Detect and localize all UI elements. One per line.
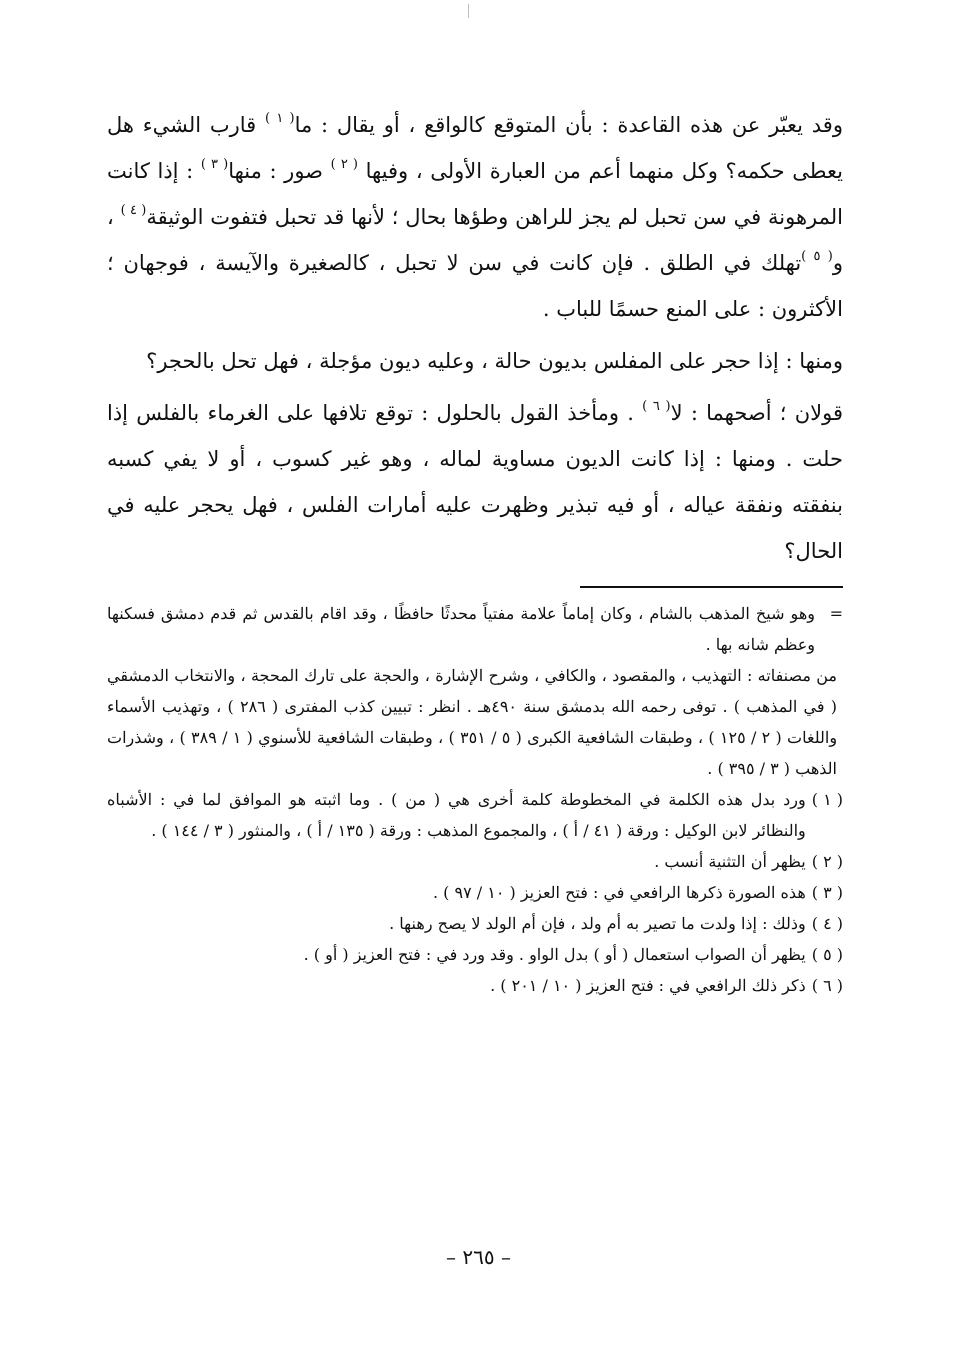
footnote-reference: ( ٤ ) — [120, 203, 147, 218]
footnotes — [107, 598, 843, 1001]
footnote — [107, 846, 843, 877]
footnote-reference: ( ٥ ) — [801, 249, 833, 264]
footnote-number: ( ٣ ) — [811, 883, 843, 902]
paragraph-text: ومنها : إذا حجر على المفلس بديون حالة ، وعليه ديون مؤجلة ، فهل تحل بالحجر؟ — [146, 349, 843, 373]
footnote-number: ( ٤ ) — [811, 914, 843, 933]
footnote-number: ( ٢ ) — [811, 852, 843, 871]
footnote-reference: ( ٢ ) — [330, 157, 358, 172]
paragraph — [107, 390, 843, 574]
footnote-text: من مصنفاته : التهذيب ، والمقصود ، والكافي ، وشرح الإشارة ، والحجة على تارك المحجة ، والانتخاب الدمشقي ( في المذهب ) . توفى رحمه الله بدمشق سنة ٤٩٠هـ . انظر : تبيين كذب المفترى ( ٢٨٦ ) ، وتهذيب الأسماء واللغات ( ٢ / ١٢٥ ) ، وطبقات الشافعية الكبرى ( ٥ / ٣٥١ ) ، وطبقات الشافعية للأسنوي ( ١ / ٣٨٩ ) ، وشذرات الذهب ( ٣ / ٣٩٥ ) . — [107, 666, 838, 778]
main-text — [107, 102, 843, 574]
top-crease-mark — [468, 4, 469, 18]
footnote — [107, 660, 843, 784]
footnote-number: ( ٦ ) — [811, 976, 843, 995]
footnote-text: ورد بدل هذه الكلمة في المخطوطة كلمة أخرى هي ( من ) . وما اثبته هو الموافق لما في : الأشباه والنظائر لابن الوكيل : ورقة ( ٤١ / أ ) ، والمجموع المذهب : ورقة ( ١٣٥ / أ ) ، والمنثور ( ٣ / ١٤٤ ) . — [107, 790, 806, 840]
paragraph-text: قارب الشيء هل يعطى حكمه؟ وكل منهما أعم من العبارة الأولى ، وفيها — [107, 113, 843, 183]
paragraph — [107, 102, 843, 332]
footnote-text: وهو شيخ المذهب بالشام ، وكان إماماً علامة مفتياً محدثًا حافظًا ، وقد اقام بالقدس ثم قدم دمشق فسكنها وعظم شانه بها . — [107, 604, 815, 654]
footnote-divider — [580, 586, 843, 588]
paragraph-text: قولان ؛ أصحهما : لا — [670, 401, 843, 425]
footnote-reference: ( ٣ ) — [200, 157, 229, 172]
footnote-reference: ( ٦ ) — [642, 399, 671, 414]
footnote — [107, 877, 843, 908]
footnote — [107, 784, 843, 846]
paragraph-text: . ومأخذ القول بالحلول : توقع تلافها على الغرماء بالفلس إذا حلت . ومنها : إذا كانت الديون مساوية لماله ، وهو غير كسوب ، أو لا يفي كسبه بنفقته ونفقة عياله ، أو فيه تبذير وظهرت عليه أمارات الفلس ، فهل يحجر عليه في الحال؟ — [107, 401, 843, 563]
footnote — [107, 598, 843, 660]
footnote-number: ( ٥ ) — [811, 945, 843, 964]
footnote — [107, 939, 843, 970]
footnote — [107, 908, 843, 939]
footnote-number: ( ١ ) — [811, 790, 843, 809]
footnote-text: وذلك : إذا ولدت ما تصير به أم ولد ، فإن أم الولد لا يصح رهنها . — [389, 914, 806, 933]
page-number: – ٢٦٥ – — [446, 1245, 511, 1269]
footnote-number: = — [829, 604, 843, 623]
paragraph — [107, 338, 843, 384]
paragraph-text: صور : منها — [228, 159, 331, 183]
footnote-reference: ( ١ ) — [265, 111, 295, 126]
paragraph-text: : إذا كانت المرهونة في سن تحبل لم يجز للراهن وطؤها بحال ؛ لأنها قد تحبل فتفوت الوثيقة — [107, 159, 844, 229]
footnote-text: هذه الصورة ذكرها الرافعي في : فتح العزيز ( ١٠ / ٩٧ ) . — [433, 883, 806, 902]
footnote — [107, 970, 843, 1001]
page-content — [107, 102, 843, 1001]
paragraph-text: تهلك في الطلق . فإن كانت في سن لا تحبل ، كالصغيرة والآيسة ، فوجهان ؛ الأكثرون : على المنع حسمًا للباب . — [107, 251, 843, 321]
footnote-text: ذكر ذلك الرافعي في : فتح العزيز ( ١٠ / ٢٠١ ) . — [490, 976, 806, 995]
paragraph-text: وقد يعبّر عن هذه القاعدة : بأن المتوقع كالواقع ، أو يقال : ما — [294, 113, 843, 137]
footnote-text: يظهر أن التثنية أنسب . — [654, 852, 806, 871]
paragraph-text: ، و — [107, 205, 843, 275]
footnote-text: يظهر أن الصواب استعمال ( أو ) بدل الواو . وقد ورد في : فتح العزيز ( أو ) . — [303, 945, 806, 964]
